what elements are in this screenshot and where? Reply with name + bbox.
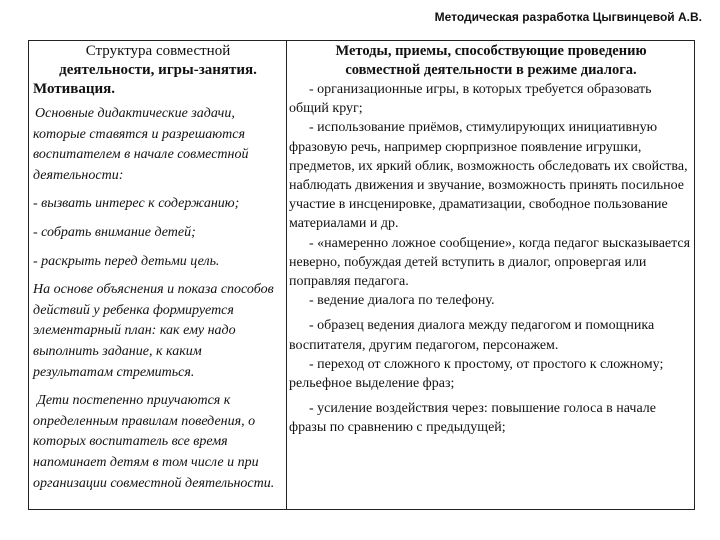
method-item-3: - «намеренно ложное сообщение», когда педагог высказывается неверно, побуждая детей вступить в диалог, опровергая или поправляя педагога. — [289, 235, 691, 290]
right-body — [289, 80, 693, 438]
left-body — [33, 104, 283, 494]
column-divider — [286, 40, 287, 510]
task-interest: - вызвать интерес к содержанию; — [33, 196, 240, 212]
method-item-5: - образец ведения диалога между педагогом и помощника воспитателя, другим педагогом, персонажем. — [289, 318, 655, 353]
method-item-6: - переход от сложного к простому, от простого к сложному; рельефное выделение фраз; — [289, 356, 664, 392]
tasks-intro: Основные дидактические задачи, которые ставятся и разрешаются воспитателем в начале совместной деятельности: — [33, 106, 249, 183]
left-column — [33, 42, 283, 494]
method-item-2: - использование приёмов, стимулирующих инициативную фразовую речь, например сюрпризное появление игрушки, предметов, их яркий облик, возможность обследовать их свойства, наблюдать движения и звучание, возможность принять посильное участие в инсценировке, драматизации, свободное пользование материалами и др. — [289, 120, 688, 232]
motivation-label: Мотивация. — [33, 81, 116, 97]
left-header-line2: деятельности, игры-занятия. — [59, 62, 257, 78]
document-header: Методическая разработка Цыгвинцевой А.В. — [434, 10, 702, 24]
rules-paragraph: Дети постепенно приучаются к определенным правилам поведения, о которых воспитатель все время напоминает детям в том числе и при организации совместной деятельности. — [33, 393, 275, 491]
right-column-header — [289, 42, 693, 80]
right-header-line2: совместной деятельности в режиме диалога. — [345, 62, 637, 78]
left-header-line1: Структура совместной — [85, 43, 231, 59]
method-item-4: - ведение диалога по телефону. — [309, 293, 495, 309]
left-column-header — [33, 42, 283, 80]
task-attention: - собрать внимание детей; — [33, 224, 196, 240]
right-header-line1: Методы, приемы, способствующие проведению — [335, 43, 647, 59]
plan-paragraph: На основе объяснения и показа способов действий у ребенка формируется элементарный план: как ему надо выполнить задание, к каким результатам стремиться. — [33, 282, 274, 380]
method-item-7: - усиление воздействия через: повышение голоса в начале фразы по сравнению с предыдущей; — [289, 401, 656, 436]
right-column — [289, 42, 693, 438]
method-item-1: - организационные игры, в которых требуется образовать общий круг; — [289, 82, 652, 117]
task-goal: - раскрыть перед детьми цель. — [33, 253, 220, 269]
